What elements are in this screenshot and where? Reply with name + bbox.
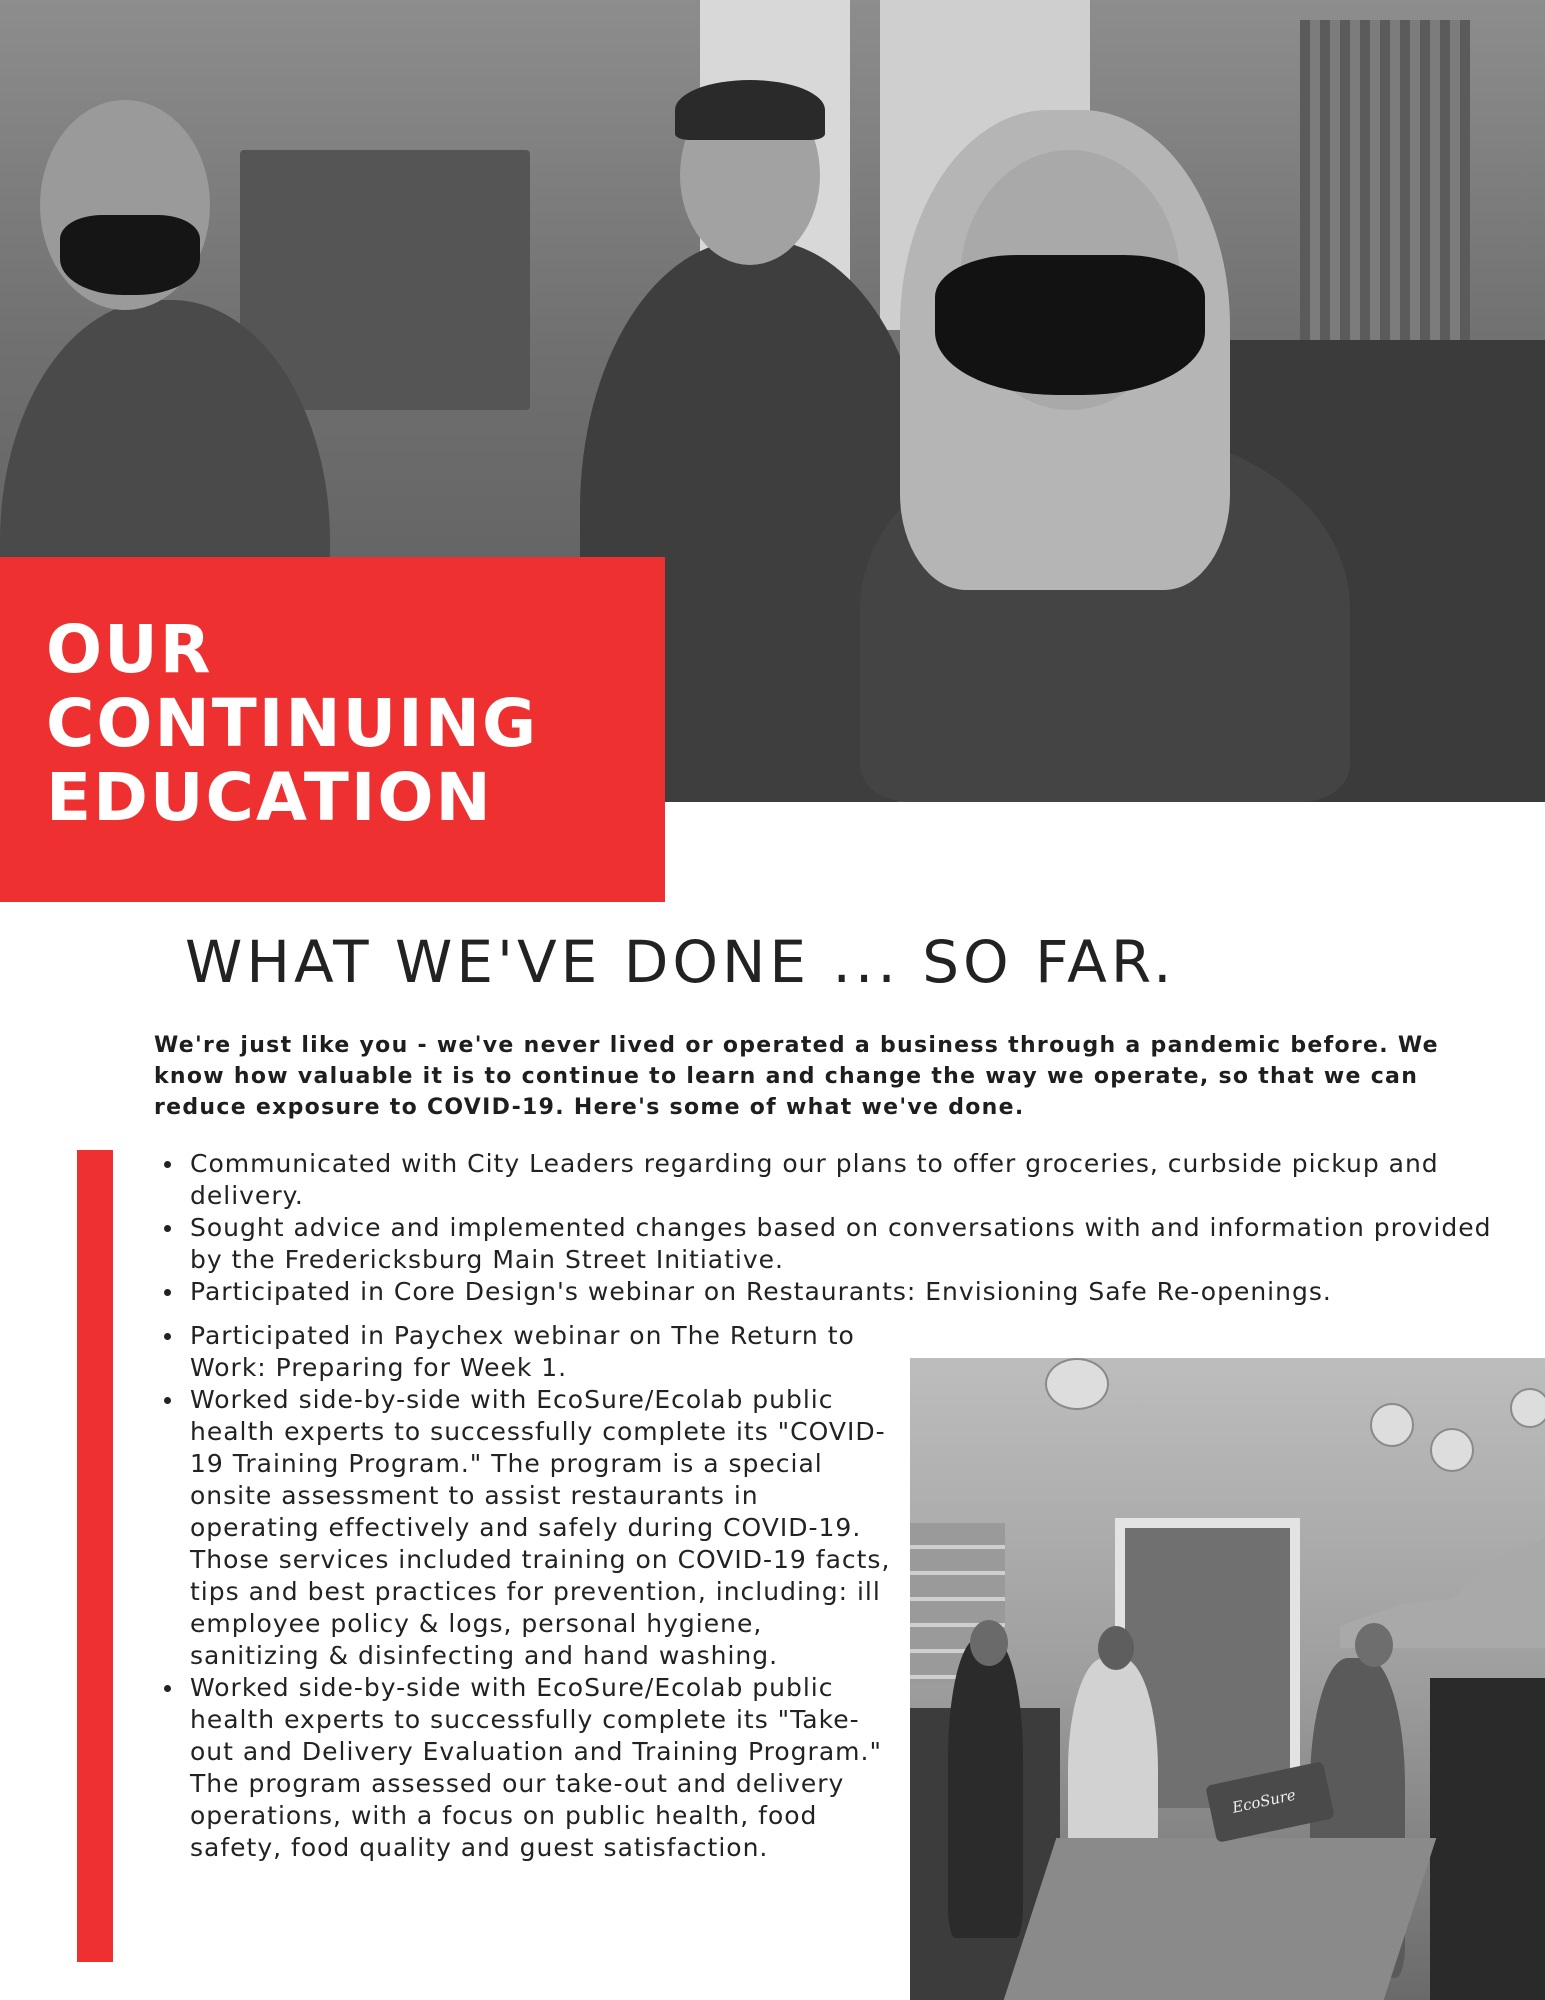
title-line-3: EDUCATION — [46, 759, 493, 836]
light-globe — [1510, 1388, 1545, 1428]
light-globe — [1045, 1358, 1109, 1410]
bullet-list-top — [154, 1148, 1494, 1308]
bag-label: EcoSure — [1230, 1785, 1298, 1817]
list-item: Communicated with City Leaders regarding our plans to offer groceries, curbside pickup and delivery. — [154, 1148, 1494, 1212]
staff-head — [970, 1620, 1008, 1666]
curtain — [1300, 20, 1470, 340]
list-item: Participated in Core Design's webinar on Restaurants: Envisioning Safe Re-openings. — [154, 1276, 1494, 1308]
bench — [1430, 1678, 1545, 2000]
team-photo — [910, 1358, 1545, 2000]
section-heading: WHAT WE'VE DONE ... SO FAR. — [185, 928, 1176, 996]
list-item: Sought advice and implemented changes based on conversations with and information provided by the Fredericksburg Main Street Initiative. — [154, 1212, 1494, 1276]
intro-paragraph: We're just like you - we've never lived or operated a business through a pandemic before. We know how valuable it is to continue to learn and change the way we operate, so that we can reduce exposure to COVID-19. Here's some of what we've done. — [154, 1033, 1439, 1120]
staff-head — [1355, 1623, 1393, 1667]
accent-bar — [77, 1150, 113, 1962]
light-globe — [1370, 1403, 1414, 1447]
bullet-list-bottom — [154, 1320, 894, 1864]
face-mask — [60, 215, 200, 295]
list-item: Participated in Paychex webinar on The Return to Work: Preparing for Week 1. — [154, 1320, 894, 1384]
title-line-2: CONTINUING — [46, 685, 539, 762]
table — [1004, 1838, 1437, 2000]
staff-member — [948, 1638, 1023, 1938]
light-globe — [1430, 1428, 1474, 1472]
title-block — [0, 557, 665, 902]
cap — [675, 80, 825, 140]
title-line-1: OUR — [46, 611, 213, 688]
list-item: Worked side-by-side with EcoSure/Ecolab public health experts to successfully complete its "COVID-19 Training Program." The program is a special onsite assessment to assist restaurants in operating effectively and safely during COVID-19. Those services included training on COVID-19 facts, tips and best practices for prevention, including: ill employee policy & logs, personal hygiene, sanitizing & disinfecting and hand washing. — [154, 1384, 894, 1672]
staff-head — [1098, 1626, 1134, 1670]
list-item: Worked side-by-side with EcoSure/Ecolab public health experts to successfully complete its "Take-out and Delivery Evaluation and Training Program." The program assessed our take-out and delivery operations, with a focus on public health, food safety, food quality and guest satisfaction. — [154, 1672, 894, 1864]
face-mask — [935, 255, 1205, 395]
